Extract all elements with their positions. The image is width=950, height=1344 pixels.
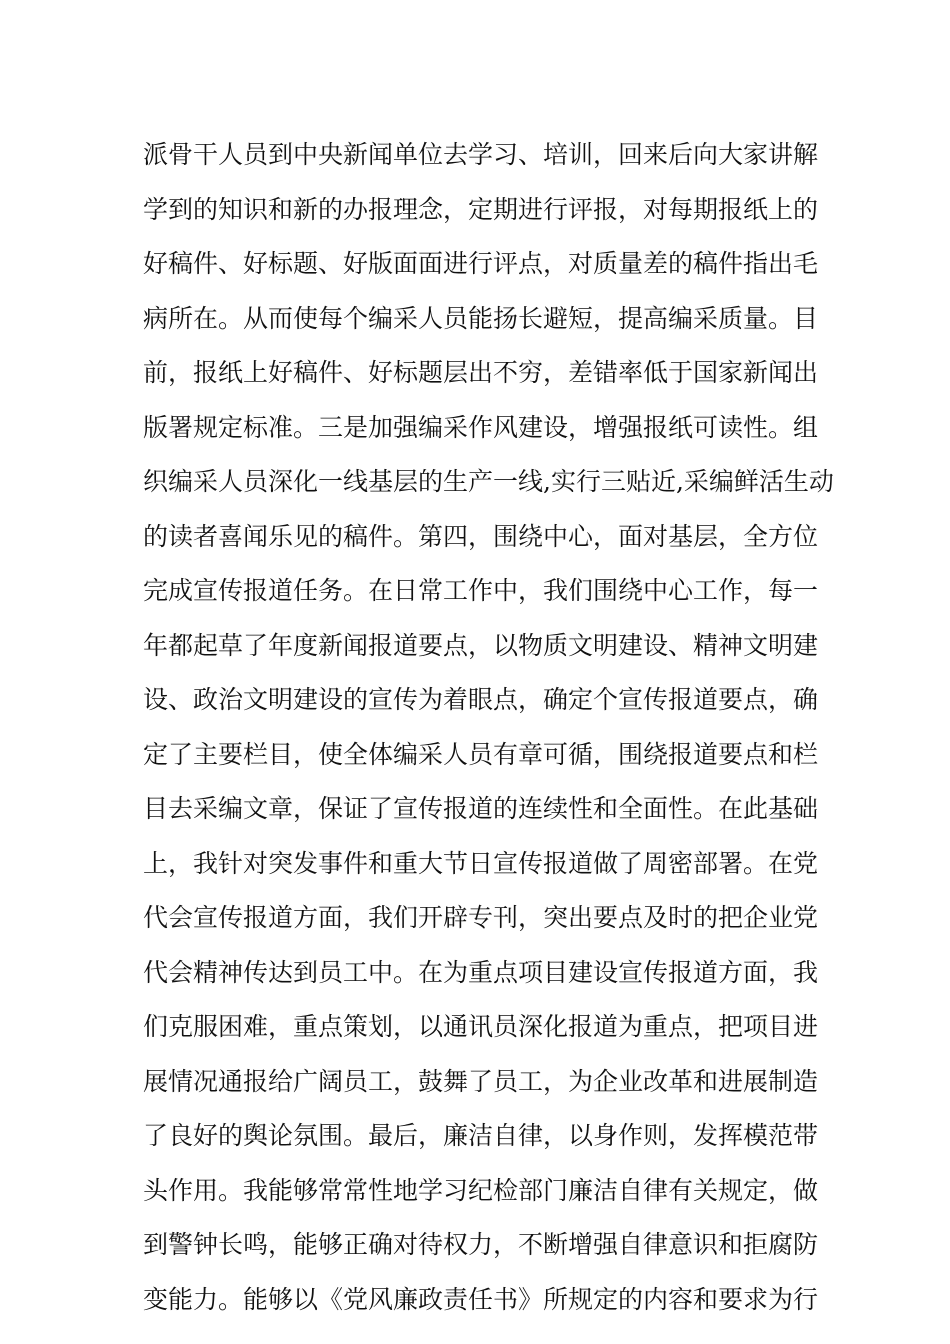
text-line: 展情况通报给广阔员工，鼓舞了员工，为企业改革和进展制造	[143, 1066, 819, 1096]
body-paragraph	[143, 128, 834, 1327]
text-line: 代会精神传达到员工中。在为重点项目建设宣传报道方面，我	[143, 957, 819, 987]
text-line: 学到的知识和新的办报理念，定期进行评报，对每期报纸上的	[143, 194, 819, 224]
text-line: 年都起草了年度新闻报道要点，以物质文明建设、精神文明建	[143, 630, 819, 660]
text-line: 设、政治文明建设的宣传为着眼点，确定个宣传报道要点，确	[143, 685, 819, 714]
text-line: 好稿件、好标题、好版面面进行评点，对质量差的稿件指出毛	[143, 249, 819, 278]
text-line: 完成宣传报道任务。在日常工作中，我们围绕中心工作，每一	[143, 576, 819, 605]
text-line: 上，我针对突发事件和重大节日宣传报道做了周密部署。在党	[143, 848, 819, 878]
text-line: 派骨干人员到中央新闻单位去学习、培训，回来后向大家讲解	[143, 140, 819, 169]
text-line: 头作用。我能够常常性地学习纪检部门廉洁自律有关规定，做	[143, 1175, 819, 1205]
text-line: 的读者喜闻乐见的稿件。第四，围绕中心，面对基层，全方位	[143, 521, 819, 551]
text-line: 织编采人员深化一线基层的生产一线,实行三贴近,采编鲜活生动	[143, 467, 834, 496]
text-line: 变能力。能够以《党风廉政责任书》所规定的内容和要求为行	[143, 1284, 819, 1314]
text-line: 病所在。从而使每个编采人员能扬长避短，提高编采质量。目	[143, 303, 819, 333]
text-line: 定了主要栏目，使全体编采人员有章可循，围绕报道要点和栏	[143, 739, 819, 769]
text-line: 版署规定标准。三是加强编采作风建设，增强报纸可读性。组	[143, 412, 819, 442]
text-line: 到警钟长鸣，能够正确对待权力，不断增强自律意识和拒腐防	[143, 1230, 819, 1259]
text-line: 代会宣传报道方面，我们开辟专刊，突出要点及时的把企业党	[143, 903, 819, 932]
text-line: 目去采编文章，保证了宣传报道的连续性和全面性。在此基础	[143, 794, 819, 823]
text-line: 了良好的舆论氛围。最后，廉洁自律，以身作则，发挥模范带	[143, 1121, 819, 1150]
text-line: 前，报纸上好稿件、好标题层出不穷，差错率低于国家新闻出	[143, 358, 819, 387]
text-line: 们克服困难，重点策划，以通讯员深化报道为重点，把项目进	[143, 1012, 819, 1041]
